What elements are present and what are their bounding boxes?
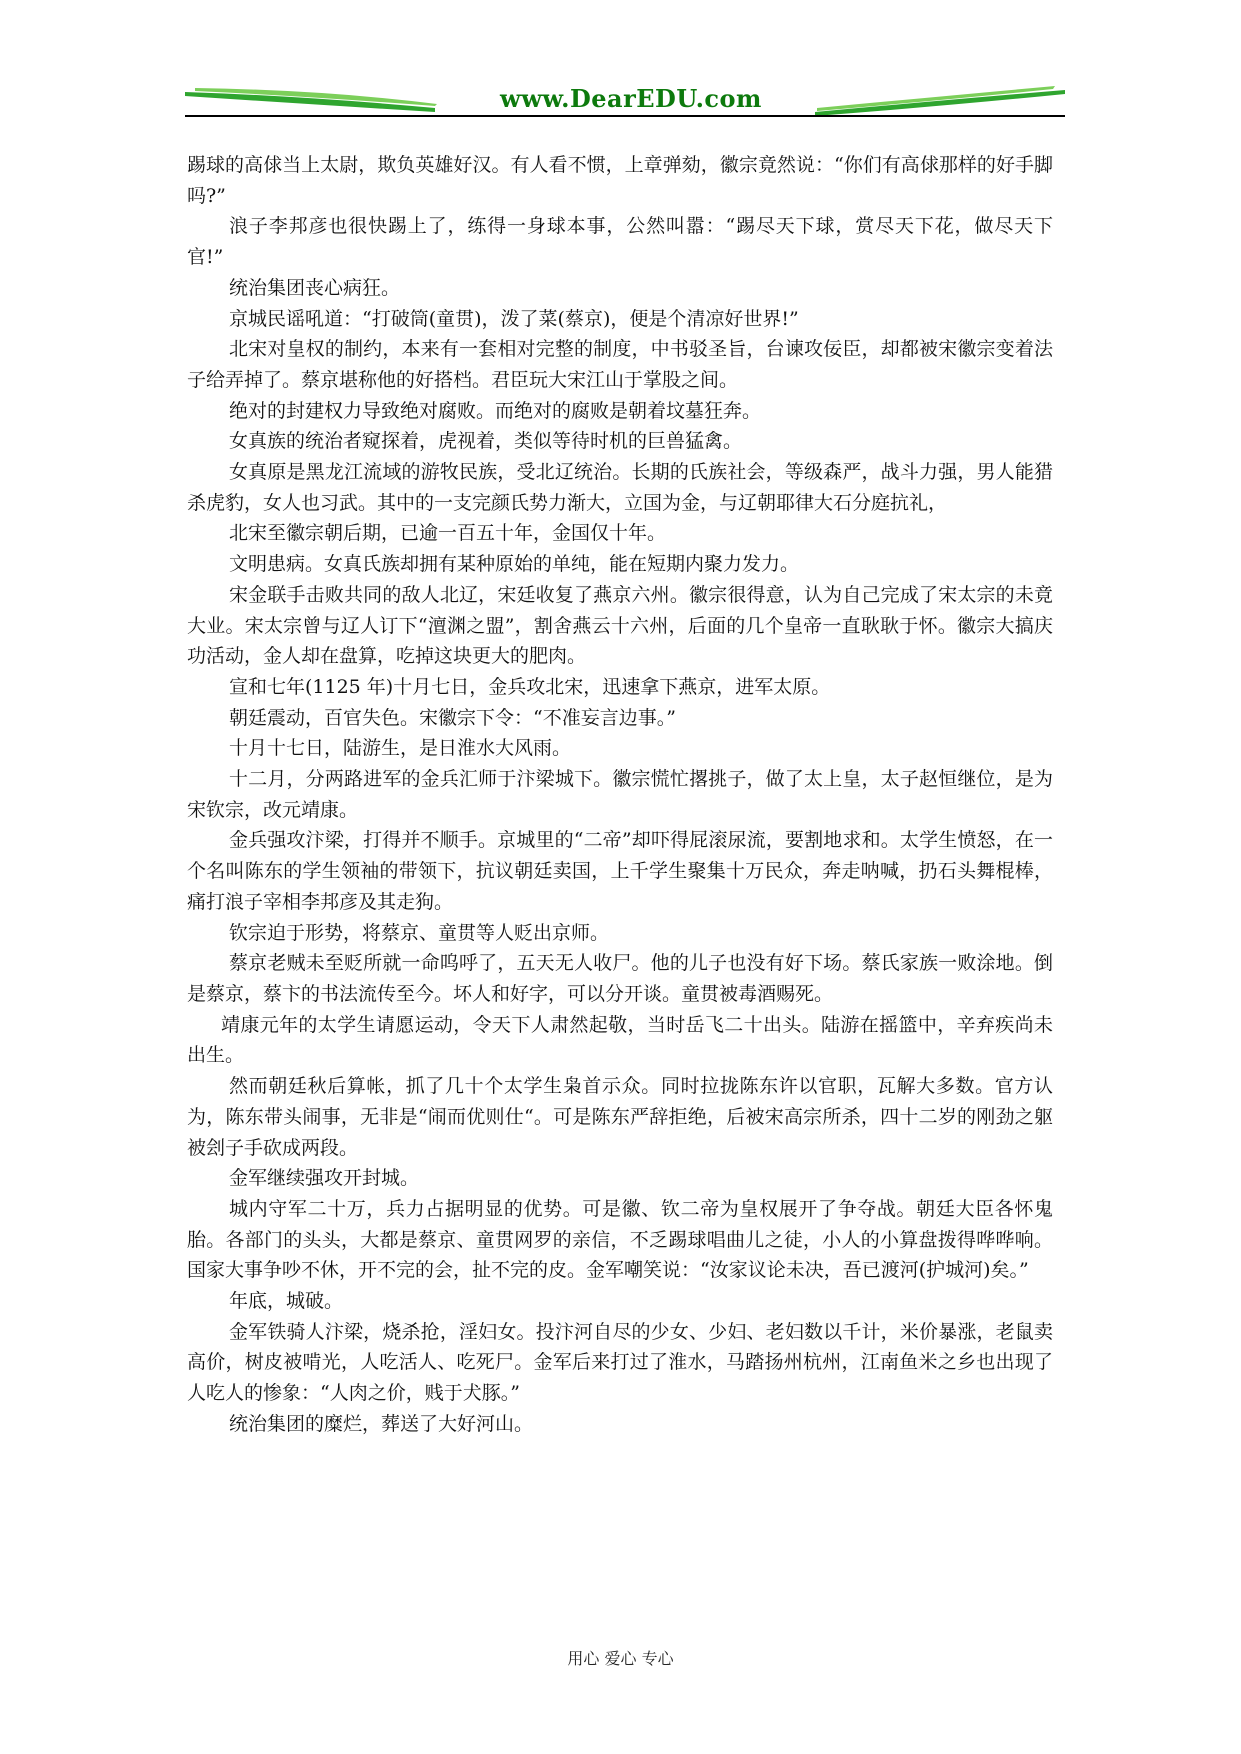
paragraph: 统治集团的糜烂，葬送了大好河山。 [229,1412,534,1435]
paragraph: 十二月，分两路进军的金兵汇师于汴梁城下。徽宗慌忙撂挑子，做了太上皇，太子赵恒继位，是为宋钦宗，改元靖康。 [187,768,1053,821]
paragraph: 金军铁骑人汴梁，烧杀抢，淫妇女。投汴河自尽的少女、少妇、老妇数以千计，米价暴涨，老鼠卖高价，树皮被啃光，人吃活人、吃死尸。金军后来打过了淮水，马踏扬州杭州，江南鱼米之乡也出现了人吃人的惨象：“人肉之价，贱于犬豚。” [187,1320,1053,1405]
paragraph: 宋金联手击败共同的敌人北辽，宋廷收复了燕京六州。徽宗很得意，认为自己完成了宋太宗的未竟大业。宋太宗曾与辽人订下“澶渊之盟”，割舍燕云十六州，后面的几个皇帝一直耿耿于怀。徽宗大搞庆功活动，金人却在盘算，吃掉这块更大的肥肉。 [187,583,1053,668]
paragraph: 靖康元年的太学生请愿运动，令天下人肃然起敬，当时岳飞二十出头。陆游在摇篮中，辛弃疾尚未出生。 [187,1013,1053,1067]
paragraph: 金兵强攻汴梁，打得并不顺手。京城里的“二帝”却吓得屁滚尿流，要割地求和。太学生愤怒，在一个名叫陈东的学生领袖的带领下，抗议朝廷卖国，上千学生聚集十万民众，奔走呐喊，扔石头舞棍棒，痛打浪子宰相李邦彦及其走狗。 [187,829,1053,913]
paragraph: 踢球的高俅当上太尉，欺负英雄好汉。有人看不惯，上章弹劾，徽宗竟然说：“你们有高俅那样的好手脚吗?” [187,154,1053,207]
paragraph: 然而朝廷秋后算帐，抓了几十个太学生枭首示众。同时拉拢陈东许以官职，瓦解大多数。官方认为，陈东带头闹事，无非是“闹而优则仕“。可是陈东严辞拒绝，后被宋高宗所杀，四十二岁的刚劲之躯被刽子手砍成两段。 [187,1075,1053,1159]
paragraph: 十月十七日，陆游生，是日淮水大风雨。 [229,737,572,760]
paragraph: 北宋至徽宗朝后期，已逾一百五十年，金国仅十年。 [229,522,667,545]
page-header [185,82,1065,122]
page-footer: 用心 爱心 专心 [567,1649,674,1668]
paragraph: 女真原是黑龙江流域的游牧民族，受北辽统治。长期的氏族社会，等级森严，战斗力强，男人能猎杀虎豹，女人也习武。其中的一支完颜氏势力渐大，立国为金，与辽朝耶律大石分庭抗礼， [187,461,1053,514]
paragraph: 城内守军二十万，兵力占据明显的优势。可是徽、钦二帝为皇权展开了争夺战。朝廷大臣各怀鬼胎。各部门的头头，大都是蔡京、童贯网罗的亲信，不乏踢球唱曲儿之徒，小人的小算盘拨得哗哗响。国家大事争吵不休，开不完的会，扯不完的皮。金军嘲笑说：“汝家议论未决，吾已渡河(护城河)矣。” [187,1197,1053,1282]
paragraph: 统治集团丧心病狂。 [229,276,401,299]
paragraph: 金军继续强攻开封城。 [229,1167,420,1190]
paragraph: 京城民谣吼道：“打破筒(童贯)，泼了菜(蔡京)，便是个清凉好世界!” [229,307,799,330]
paragraph: 女真族的统治者窥探着，虎视着，类似等待时机的巨兽猛禽。 [229,430,743,453]
paragraph: 北宋对皇权的制约，本来有一套相对完整的制度，中书驳圣旨，台谏攻佞臣，却都被宋徽宗变着法子给弄掉了。蔡京堪称他的好搭档。君臣玩大宋江山于掌股之间。 [187,338,1053,391]
paragraph: 文明患病。女真氏族却拥有某种原始的单纯，能在短期内聚力发力。 [229,553,800,576]
paragraph: 绝对的封建权力导致绝对腐败。而绝对的腐败是朝着坟墓狂奔。 [229,399,762,422]
paragraph: 年底，城破。 [229,1290,344,1313]
paragraph: 钦宗迫于形势，将蔡京、童贯等人贬出京师。 [229,921,610,944]
site-logo-text[interactable]: www.DearEDU.com [500,84,762,113]
article-body [187,150,1053,1440]
header-rule [185,115,1065,117]
paragraph: 宣和七年(1125 年)十月七日，金兵攻北宋，迅速拿下燕京，进军太原。 [229,675,831,698]
paragraph: 蔡京老贼未至贬所就一命呜呼了，五天无人收尸。他的儿子也没有好下场。蔡氏家族一败涂地。倒是蔡京，蔡卞的书法流传至今。坏人和好字，可以分开谈。童贯被毒酒赐死。 [187,952,1053,1005]
paragraph: 浪子李邦彦也很快踢上了，练得一身球本事，公然叫嚣：“踢尽天下球，赏尽天下花，做尽天下官!” [187,215,1053,269]
paragraph: 朝廷震动，百官失色。宋徽宗下令：“不准妄言边事。” [229,706,676,729]
